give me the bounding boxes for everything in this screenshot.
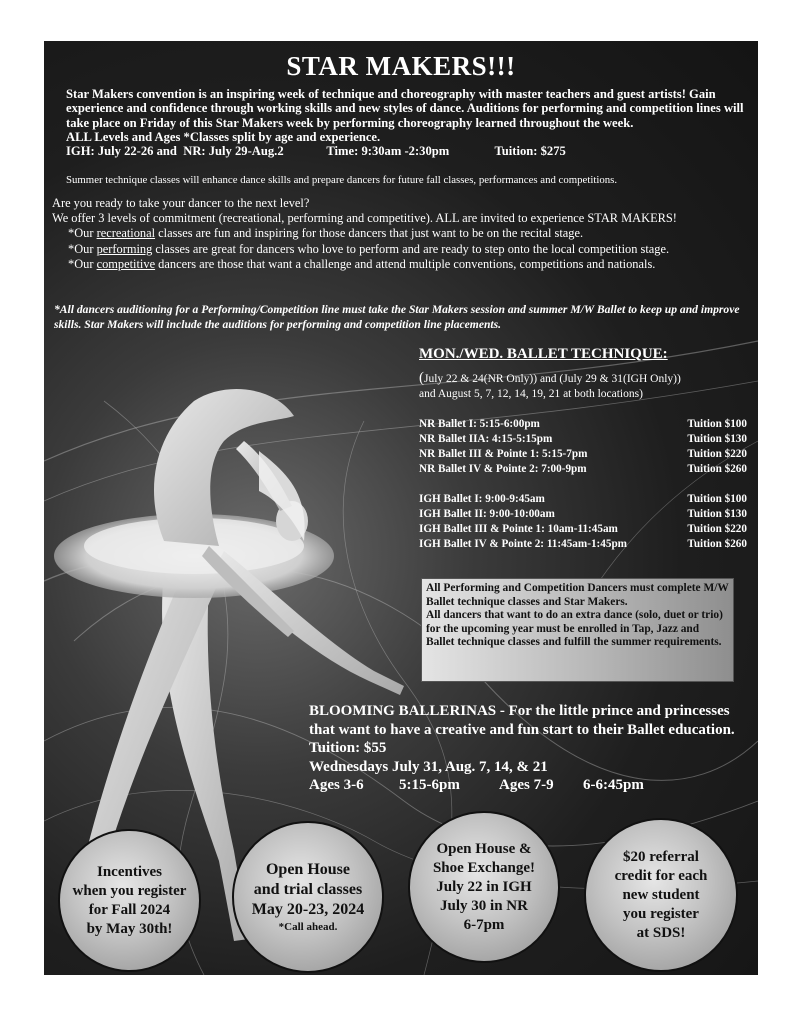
ballet-heading: MON./WED. BALLET TECHNIQUE:: [419, 346, 668, 362]
class-row: IGH Ballet IV & Pointe 2: 11:45am-1:45pm Tuition $260: [419, 538, 747, 550]
igh-class-list: [419, 492, 749, 552]
performing-line: *Our performing classes are great for dancers who love to perform and are ready to step onto the local competition stage.: [68, 241, 670, 256]
requirements-text-1: All Performing and Competition Dancers must complete M/W Ballet technique classes and Star Makers.: [426, 582, 729, 608]
flyer-background: [44, 41, 758, 975]
levels-note: ALL Levels and Ages *Classes split by age and experience.: [66, 129, 381, 144]
competitive-word: competitive: [96, 256, 156, 271]
open-house-badge: Open House and trial classes May 20-23, 2024 *Call ahead.: [232, 821, 384, 973]
intro-description: Star Makers convention is an inspiring week of technique and choreography with master teachers and guest artists! Gain experience and confidence through working skills and new styles of dance. Auditions for performing and competition lines will take place on Friday of this Star Makers week by performing choreography learned throughout the week.: [66, 87, 744, 130]
blooming-ballerinas: [309, 702, 754, 795]
nr-class-list: [419, 417, 749, 477]
class-row: IGH Ballet I: 9:00-9:45am Tuition $100: [419, 493, 747, 505]
commitment-section: [52, 196, 756, 272]
ballet-dates-line2: and August 5, 7, 12, 14, 19, 21 at both locations): [419, 388, 643, 400]
session-info: [66, 144, 746, 158]
class-row: NR Ballet IIA: 4:15-5:15pm Tuition $130: [419, 433, 747, 445]
incentives-badge: Incentives when you register for Fall 2024 by May 30th!: [58, 829, 201, 972]
recreational-line: *Our recreational classes are fun and inspiring for those dancers that just want to be on the recital stage.: [68, 226, 584, 241]
call-ahead-note: *Call ahead.: [278, 921, 338, 933]
ballet-dates: (July 22 & 24(NR Only)) and (July 29 & 31(IGH Only)) and August 5, 7, 12, 14, 19, 21 at both locations): [419, 370, 681, 400]
requirements-box: [421, 578, 734, 682]
performing-word: performing: [96, 241, 153, 256]
nr-dates: NR: July 29-Aug.2: [183, 144, 284, 159]
blooming-dates: Wednesdays July 31, Aug. 7, 14, & 21: [309, 758, 548, 775]
referral-badge: $20 referral credit for each new student you register at SDS!: [584, 818, 738, 972]
class-row: NR Ballet III & Pointe 1: 5:15-7pm Tuition $220: [419, 448, 747, 460]
session-tuition: Tuition: $275: [494, 144, 566, 159]
intro-section: [66, 87, 746, 158]
ready-question: Are you ready to take your dancer to the next level?: [52, 196, 310, 210]
class-row: IGH Ballet III & Pointe 1: 10am-11:45am Tuition $220: [419, 523, 747, 535]
blooming-ages: Ages 3-6 5:15-6pm Ages 7-9 6-6:45pm: [309, 777, 644, 794]
igh-dates: IGH: July 22-26 and: [66, 144, 177, 159]
audition-note: *All dancers auditioning for a Performing/Competition line must take the Star Makers session and summer M/W Ballet to keep up and improve skills. Star Makers will include the auditions for performing and competition line placements.: [54, 303, 740, 331]
competitive-line: *Our competitive dancers are those that want a challenge and attend multiple conventions, competitions and nationals.: [68, 256, 656, 271]
summer-note: Summer technique classes will enhance dance skills and prepare dancers for future fall classes, performances and competitions.: [66, 174, 618, 186]
session-time: Time: 9:30am -2:30pm: [326, 144, 450, 159]
requirements-text-2: All dancers that want to do an extra dance (solo, duet or trio) for the upcoming year must be enrolled in Tap, Jazz and Ballet technique classes and fulfill the summer requirements.: [426, 609, 723, 649]
recreational-word: recreational: [96, 226, 156, 241]
blooming-description: BLOOMING BALLERINAS - For the little prince and princesses that want to have a creative and fun start to their Ballet education. Tuition: $55: [309, 703, 735, 757]
page-title: STAR MAKERS!!!: [286, 51, 516, 81]
ballet-dates-line1: July 22 & 24(NR Only)) and (July 29 & 31(IGH Only)): [424, 373, 681, 385]
class-row: NR Ballet IV & Pointe 2: 7:00-9pm Tuition $260: [419, 463, 747, 475]
commitment-offer: We offer 3 levels of commitment (recreational, performing and competitive). ALL are invited to experience STAR MAKERS!: [52, 211, 677, 226]
shoe-exchange-badge: Open House & Shoe Exchange! July 22 in IGH July 30 in NR 6-7pm: [408, 811, 560, 963]
class-row: NR Ballet I: 5:15-6:00pm Tuition $100: [419, 418, 747, 430]
class-row: IGH Ballet II: 9:00-10:00am Tuition $130: [419, 508, 747, 520]
